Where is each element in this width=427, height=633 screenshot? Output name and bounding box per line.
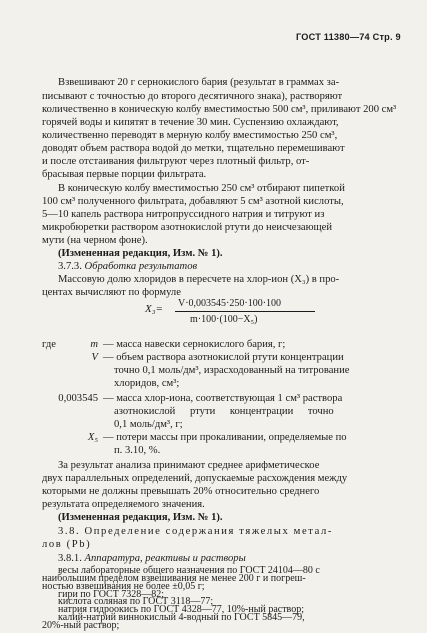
symbol-x5: X₅ <box>87 432 98 443</box>
text-line: наибольшим пределом взвешивания не менее 200 г и погреш- <box>42 572 306 584</box>
text-line: результата определяемого значения. <box>42 499 205 510</box>
section-number: 3.7.3. <box>58 261 82 272</box>
text-line: Взвешивают 20 г сернокислого бария (результат в граммах за- <box>58 77 340 88</box>
definition-line: — объем раствора азотнокислой ртути концентрации <box>103 352 344 363</box>
text-line: Массовую долю хлоридов в пересчете на хлор-ион (X₃) в про- <box>58 274 340 285</box>
section-title: Аппаратура, реактивы и растворы <box>84 553 246 564</box>
fraction-bar <box>175 311 315 312</box>
text-line: микробюретки раствором азотнокислой ртути до неисчезающей <box>42 222 333 233</box>
revision-note: (Измененная редакция, Изм. № 1). <box>58 512 223 523</box>
text-line: доводят объем раствора водой до метки, тщательно перемешивают <box>42 143 345 154</box>
section-title: Обработка результатов <box>84 261 198 272</box>
definition-line: азотнокислой ртути концентрации точно <box>114 406 334 417</box>
text-line: 20%-ный раствор; <box>42 620 120 631</box>
section-heading-3-8-1 <box>58 552 246 565</box>
text-line: горячей воды и кипятят в течение 30 мин. Суспензию охлаждают, <box>42 117 339 128</box>
text-line: кислота соляная по ГОСТ 3118—77; <box>58 596 214 608</box>
formula-denominator: m·100·(100−X₅) <box>190 314 258 325</box>
text-line: количественно переводят в мерную колбу вместимостью 250 см³, <box>42 130 338 141</box>
text-line: 5—10 капель раствора нитропруссидного натрия и титруют из <box>42 209 325 220</box>
constant-value: 0,003545 <box>58 393 98 404</box>
text-line: В коническую колбу вместимостью 250 см³ отбирают пипеткой <box>58 183 345 194</box>
revision-note: (Измененная редакция, Изм. № 1). <box>58 248 223 259</box>
symbol-m: m <box>90 339 98 350</box>
definition-line: точно 0,1 моль/дм³, израсходованный на титрование <box>114 365 350 376</box>
section-heading-3-8: 3.8. Определение содержания тяжелых метал- <box>58 526 334 537</box>
text-line: и после отстаивания фильтруют через плотный фильтр, от- <box>42 156 310 167</box>
text-line: писывают с точностью до второго десятичного знака), растворяют <box>42 91 343 102</box>
text-line: весы лабораторные общего назначения по ГОСТ 24104—80 с <box>58 565 320 576</box>
section-heading-3-7-3 <box>58 260 197 273</box>
text-line: натрия гидроокись по ГОСТ 4328—77, 10%-ный раствор; <box>58 604 304 616</box>
formula-lhs: X₃= <box>145 303 163 315</box>
definition-line: п. 3.10, %. <box>114 445 161 456</box>
definition-line: — масса хлор-иона, соответствующая 1 см³ раствора <box>103 393 343 404</box>
text-line: ностью взвешивания не более ±0,05 г; <box>42 580 205 592</box>
where-label: где <box>42 339 56 350</box>
text-line: 100 см³ полученного фильтрата, добавляют 5 см³ азотной кислоты, <box>42 196 344 207</box>
text-line: калий-натрий виннокислый 4-водный по ГОСТ 5845—79, <box>58 612 305 624</box>
text-line: двух параллельных определений, допускаемые расхождения между <box>42 473 348 484</box>
text-line: центах вычисляют по формуле <box>42 287 181 298</box>
formula-numerator: V·0,003545·250·100·100 <box>178 298 282 309</box>
text-line: гири по ГОСТ 7328—82; <box>58 588 165 600</box>
section-number: 3.8.1. <box>58 553 82 564</box>
text-line: которыми не должны превышать 20% относительно среднего <box>42 486 320 497</box>
definition-line: — потери массы при прокаливании, определяемые по <box>103 432 347 443</box>
text-line: За результат анализа принимают среднее арифметическое <box>58 460 320 471</box>
definition-line: 0,1 моль/дм³, г; <box>114 419 183 430</box>
definition-line: хлоридов, см³; <box>114 378 180 389</box>
definition-line: — масса навески сернокислого бария, г; <box>103 339 286 350</box>
text-line: мути (на черном фоне). <box>42 235 148 246</box>
section-heading-3-8-cont: лов (Pb) <box>42 539 92 550</box>
page-header: ГОСТ 11380—74 Стр. 9 <box>296 32 401 42</box>
text-line: количественно в коническую колбу вместимостью 500 см³, приливают 200 см³ <box>42 104 397 115</box>
symbol-v: V <box>91 352 98 363</box>
text-line: брасывая первые порции фильтрата. <box>42 169 207 180</box>
